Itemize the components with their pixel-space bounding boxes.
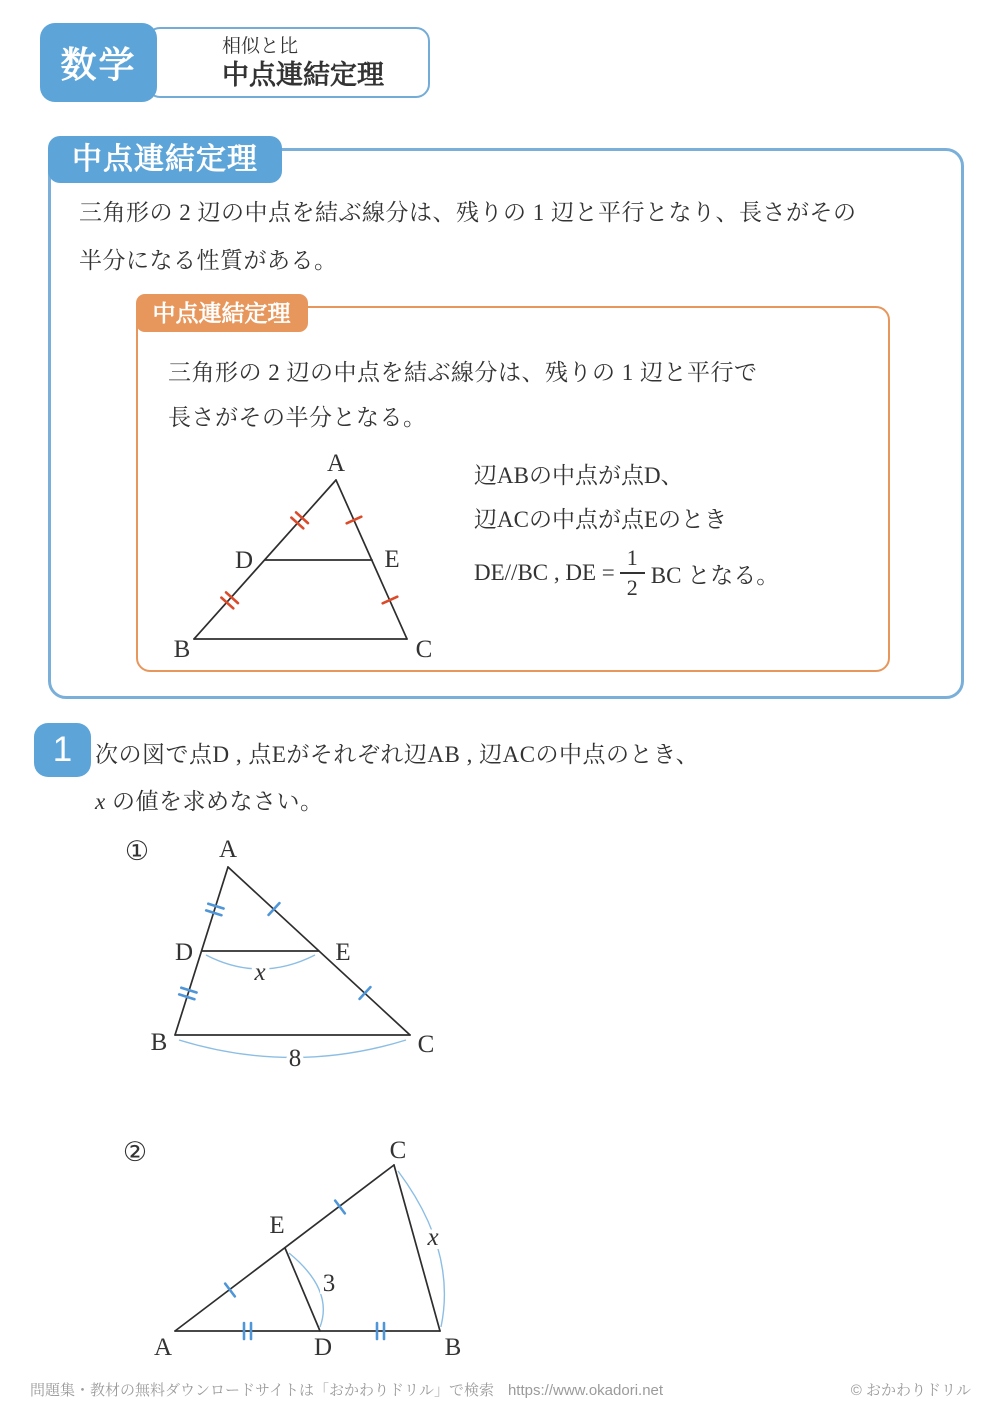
- diagram2-index: ②: [122, 1138, 148, 1168]
- header-topic: 中点連結定理: [222, 59, 384, 90]
- problem-statement: [95, 731, 699, 825]
- vertex-c-label: C: [389, 1138, 407, 1164]
- vertex-a-label: A: [326, 450, 346, 477]
- diagram1-index: ①: [124, 836, 150, 867]
- measure-bc-value: 8: [288, 1045, 302, 1072]
- theorem-inner-box: [136, 300, 890, 672]
- vertex-b-label: B: [150, 1029, 168, 1056]
- problem-statement-line2: [95, 778, 699, 825]
- formula-prefix: DE//BC , DE =: [474, 560, 615, 586]
- note-line2: 辺ACの中点が点Eのとき: [474, 507, 727, 532]
- note-line1: 辺ABの中点が点D、: [474, 463, 684, 488]
- problem-diagram-2: [105, 1138, 480, 1370]
- vertex-b-label: B: [173, 636, 191, 663]
- measure-arc-ed: [289, 1253, 323, 1327]
- measure-de-value: x: [254, 959, 266, 986]
- tick-ae-single: [225, 1284, 235, 1297]
- measure-ed-value: 3: [322, 1270, 336, 1297]
- theory-badge: 中点連結定理: [48, 136, 282, 183]
- vertex-d-label: D: [313, 1334, 333, 1361]
- theorem-text-line1: 三角形の 2 辺の中点を結ぶ線分は、残りの 1 辺と平行で: [168, 360, 758, 385]
- footer: [30, 1379, 971, 1400]
- header: [40, 23, 400, 103]
- theorem-inner-text: [168, 350, 758, 440]
- fraction-denominator: 2: [626, 575, 638, 601]
- problem-variable-x: x: [95, 789, 106, 814]
- problem-number-badge: 1: [34, 723, 91, 777]
- vertex-d-label: D: [234, 547, 254, 574]
- vertex-e-label: E: [269, 1212, 285, 1239]
- vertex-c-label: C: [415, 636, 433, 663]
- segment-ed: [285, 1248, 320, 1331]
- theory-box: [48, 143, 964, 699]
- theory-text-line1: 三角形の 2 辺の中点を結ぶ線分は、残りの 1 辺と平行となり、長さがその: [79, 200, 857, 225]
- theorem-text-line2: 長さがその半分となる。: [168, 405, 427, 430]
- formula-suffix: BC となる。: [650, 562, 780, 588]
- problem-statement-line2-rest: の値を求めなさい。: [105, 789, 324, 814]
- vertex-a-label: A: [153, 1334, 173, 1361]
- theory-triangle-diagram: [152, 444, 462, 672]
- fraction-numerator: 1: [620, 545, 645, 574]
- subject-badge: 数学: [40, 23, 157, 102]
- header-title-box: [146, 27, 430, 98]
- vertex-d-label: D: [174, 939, 194, 966]
- problem-diagram-1: [105, 833, 450, 1081]
- theorem-inner-badge: 中点連結定理: [136, 294, 308, 332]
- theory-text-line2: 半分になる性質がある。: [79, 248, 338, 273]
- theory-text: [79, 189, 857, 285]
- vertex-e-label: E: [335, 939, 351, 966]
- theorem-note: [474, 454, 779, 602]
- footer-copyright: © おかわりドリル: [850, 1382, 971, 1399]
- problem-statement-line1: 次の図で点D , 点Eがそれぞれ辺AB , 辺ACの中点のとき、: [95, 742, 700, 767]
- header-category: 相似と比: [222, 35, 299, 57]
- theorem-formula: [474, 545, 779, 602]
- measure-cb-value: x: [427, 1224, 439, 1251]
- footer-url: https://www.okadori.net: [507, 1382, 664, 1399]
- fraction-one-half: [620, 545, 645, 602]
- vertex-e-label: E: [384, 546, 400, 573]
- vertex-b-label: B: [444, 1334, 462, 1361]
- vertex-c-label: C: [417, 1031, 435, 1058]
- footer-left: [30, 1379, 663, 1400]
- vertex-a-label: A: [218, 836, 238, 863]
- footer-site-description: 問題集・教材の無料ダウンロードサイトは「おかわりドリル」で検索: [30, 1382, 494, 1399]
